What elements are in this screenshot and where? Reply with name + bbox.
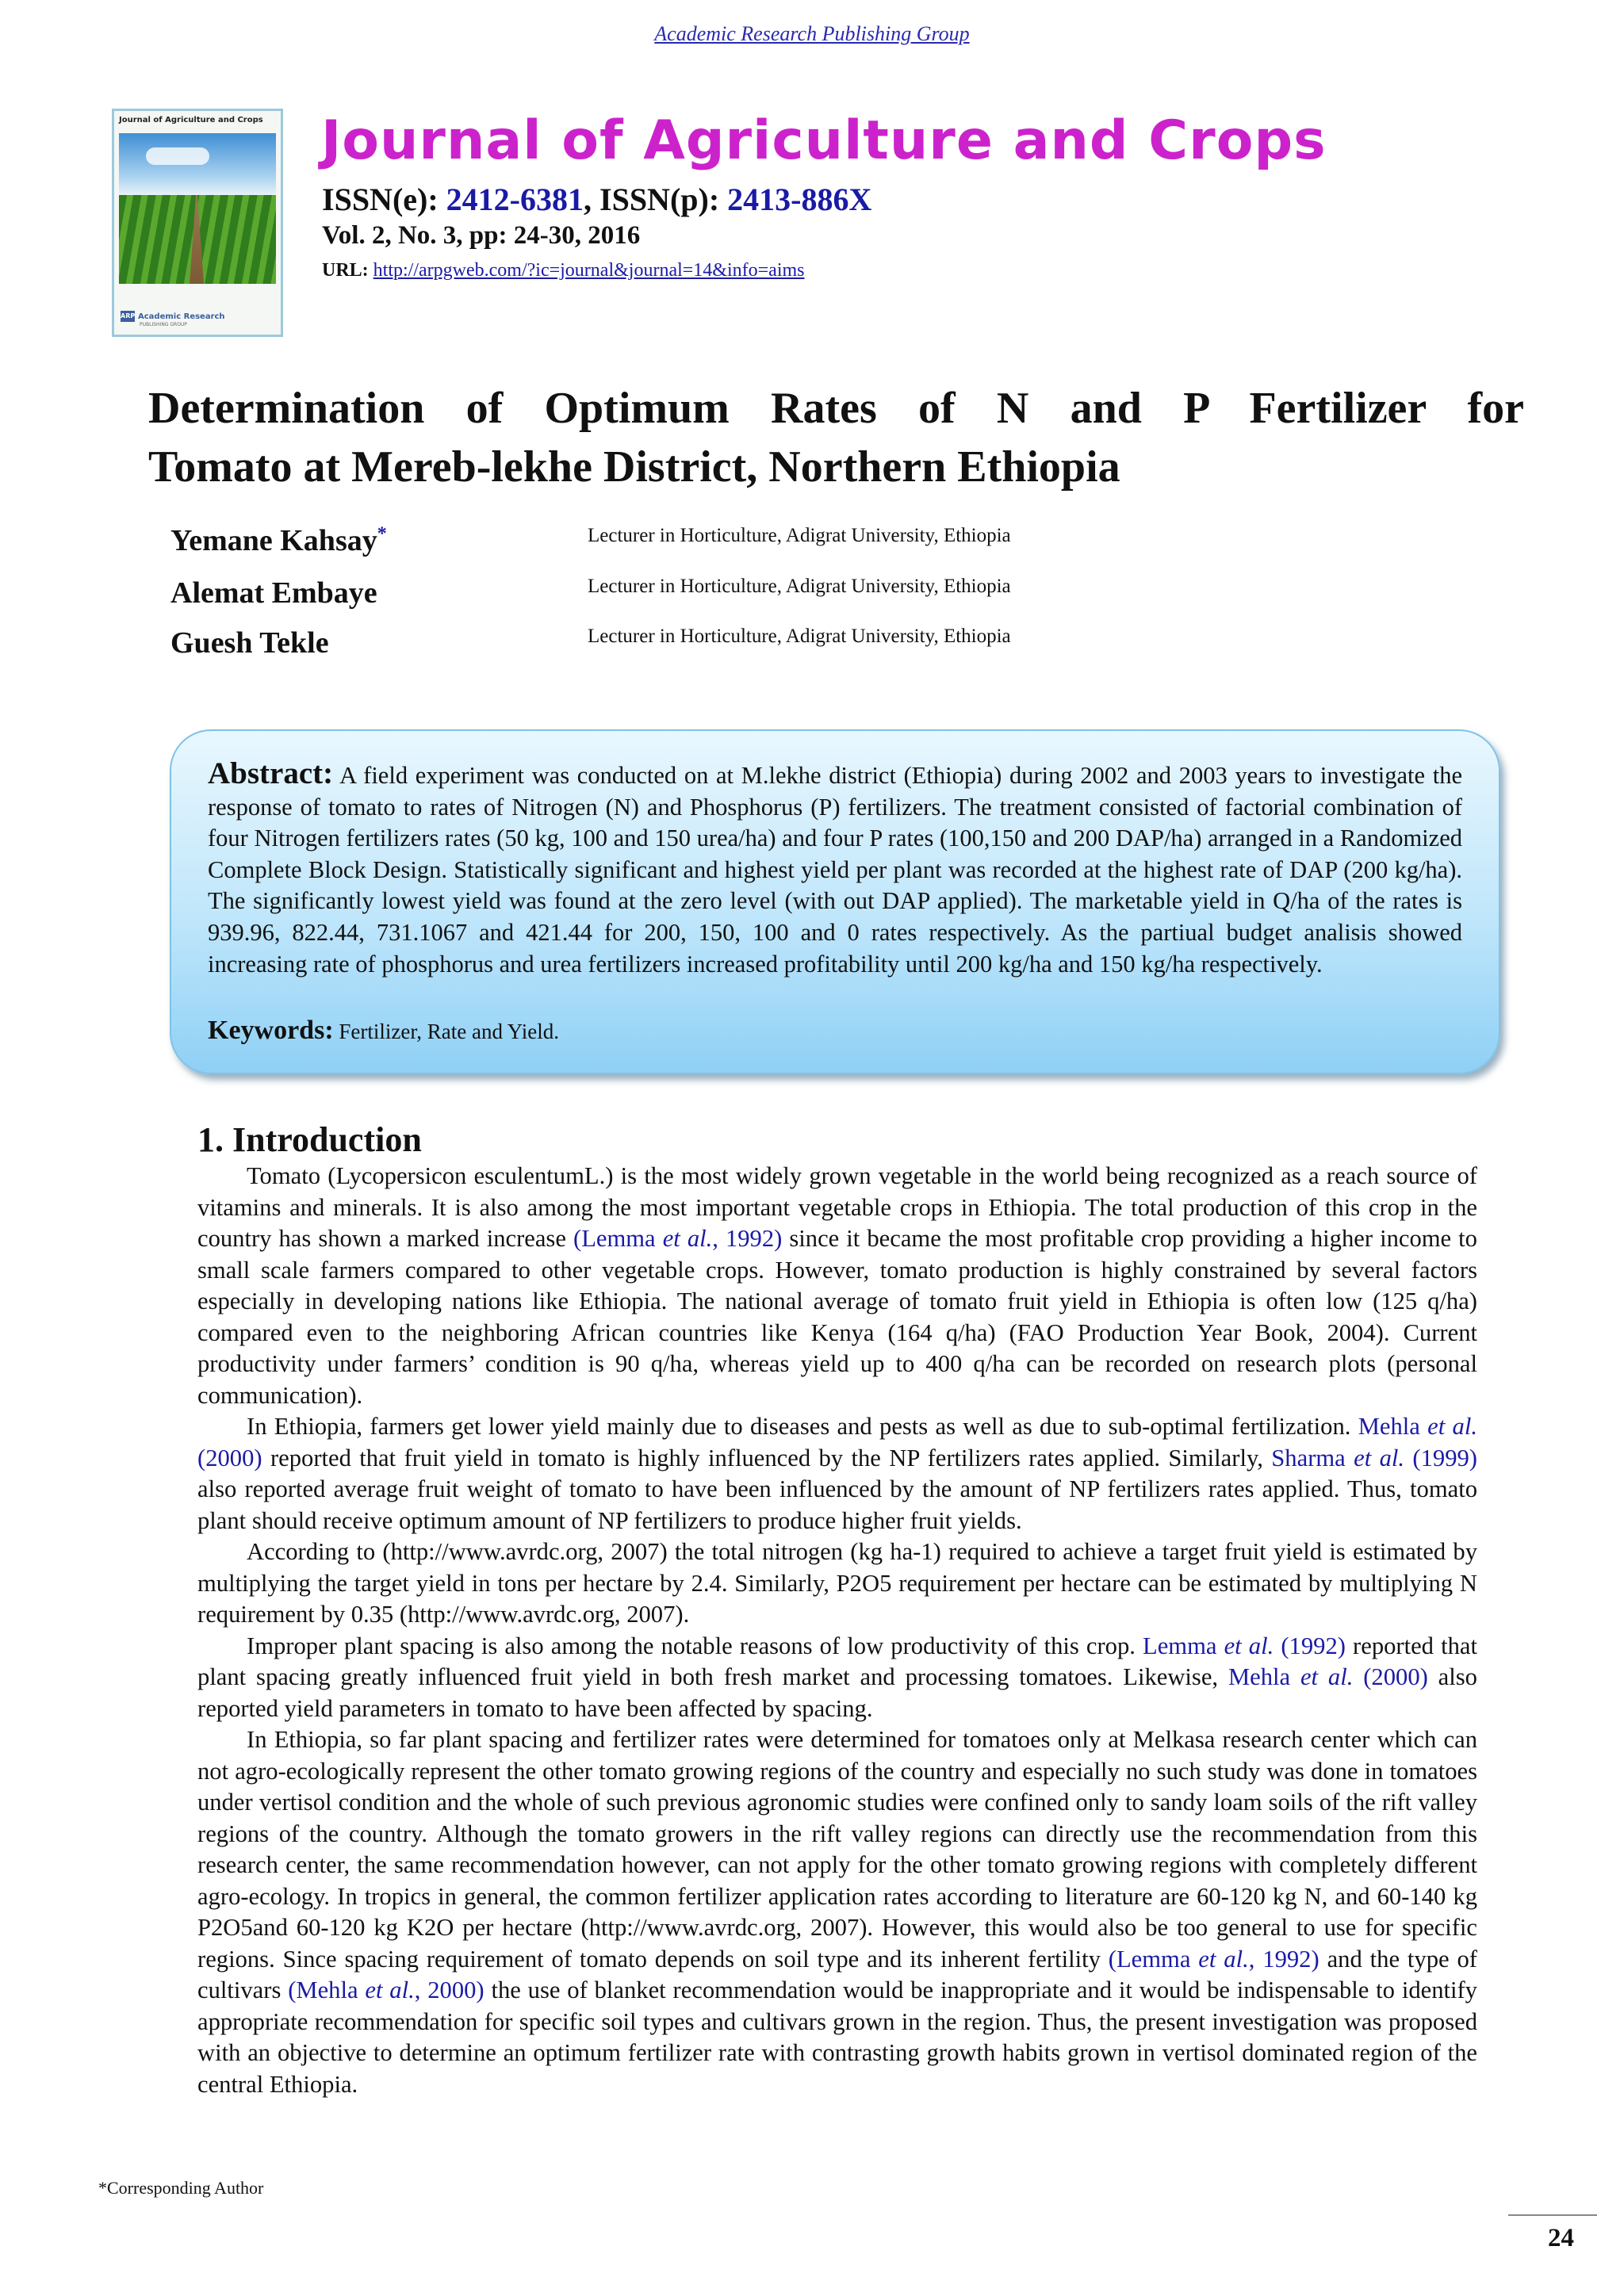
citation-link[interactable]: Mehla et al. (2000) [197,1413,1477,1471]
journal-cover-image [112,109,283,337]
abstract-text: Abstract: A field experiment was conducted on at M.lekhe district (Ethiopia) during 2002 and 2003 years to investigate the response of tomato to rates of Nitrogen (N) and Phosphorus (P) fertilizers. The treatment consisted of factorial combination of four Nitrogen fertilizers rates (50 kg, 100 and 150 urea/ha) and four P rates (100,150 and 200 DAP/ha) arranged in a Randomized Complete Block Design. Statistically significant and highest yield per plant was recorded at the highest rate of DAP (200 kg/ha). The significantly lowest yield was found at the zero level (with out DAP applied). The marketable yield in Q/ha of the rates is 939.96, 822.44, 731.1067 and 421.44 for 200, 150, 100 and 0 rates respectively. As the partiual budget analisis showed increasing rate of phosphorus and urea fertilizers increased profitability until 200 kg/ha and 150 kg/ha respectively. [208,756,1462,978]
paragraph: Improper plant spacing is also among the notable reasons of low productivity of this crop. Lemma et al. (1992) reported that plant spacing greatly influenced fruit yield in both fresh market and processing tomatoes. Likewise, Mehla et al. (2000) also reported yield parameters in tomato to have been affected by spacing. [197,1632,1477,1722]
issn-line: ISSN(e): 2412-6381, ISSN(p): 2413-886X [322,182,872,217]
citation-link[interactable]: (Lemma et al., 1992) [573,1225,783,1252]
paragraph: In Ethiopia, farmers get lower yield mainly due to diseases and pests as well as due to sub-optimal fertilization. Mehla et al. (2000) reported that fruit yield in tomato is highly influenced by the NP fertilizers rates applied. Similarly, Sharma et al. (1999) also reported average fruit weight of tomato to have been influenced by the amount of NP fertilizers rates applied. Thus, tomato plant should receive optimum amount of NP fertilizers to produce higher fruit yields. [197,1413,1477,1534]
corresponding-mark[interactable]: * [377,523,387,545]
author-affiliation: Lecturer in Horticulture, Adigrat University, Ethiopia [588,525,1011,546]
url-line: URL: http://arpgweb.com/?ic=journal&journal=14&info=aims [322,260,805,281]
keywords-label: Keywords: [208,1016,334,1045]
cover-title: Journal of Agriculture and Crops [119,116,263,124]
citation-link[interactable]: (Lemma et al., 1992) [1108,1945,1320,1973]
author-affiliation: Lecturer in Horticulture, Adigrat University, Ethiopia [588,576,1011,597]
paper-title [148,379,1524,496]
publisher-logo-icon: ARP [121,311,135,322]
issn-p[interactable]: 2413-886X [727,182,872,217]
citation-link[interactable]: Mehla et al. (2000) [1228,1663,1428,1690]
author-name: Alemat Embaye [170,576,377,610]
volume-info: Vol. 2, No. 3, pp: 24-30, 2016 [322,221,641,250]
paper-title-line-2: Tomato at Mereb-lekhe District, Northern Ethiopia [148,442,1120,492]
author-name: Guesh Tekle [170,626,329,660]
author-name: Yemane Kahsay* [170,523,387,557]
corresponding-author-footnote: *Corresponding Author [98,2178,264,2198]
paragraph: According to (http://www.avrdc.org, 2007) the total nitrogen (kg ha-1) required to achieve a target fruit yield is estimated by multiplying the target yield in tons per hectare by 2.4. Similarly, P2O5 requirement per hectare can be estimated by multiplying N requirement by 0.35 (http://www.avrdc.org, 2007). [197,1538,1477,1628]
paragraph: In Ethiopia, so far plant spacing and fertilizer rates were determined for tomatoes only at Melkasa research center which can not agro-ecologically represent the other tomato growing regions of the country and especially no such study was done in tomatoes under vertisol condition and the whole of such previous agronomic studies were confined only to sandy loam soils of the rift valley regions of the country. Although the tomato growers in the rift valley regions can directly use the recommendation from this research center, the same recommendation however, can not apply for the other tomato growing regions with completely different agro-ecology. In tropics in general, the common fertilizer application rates according to literature are 60-120 kg N, and 60-140 kg P2O5and 60-120 kg K2O per hectare (http://www.avrdc.org, 2007). However, this would also be too general to use for specific regions. Since spacing requirement of tomato depends on soil type and its inherent fertility (Lemma et al., 1992) and the type of cultivars (Mehla et al., 2000) the use of blanket recommendation would be inappropriate and it would be indispensable to identify appropriate recommendation for specific soil types and cultivars grown in the region. Thus, the present investigation was proposed with an objective to determine an optimum fertilizer rate with contrasting growth habits grown in vertisol dominated region of the central Ethiopia. [197,1726,1477,2098]
cover-cloud [146,147,209,165]
journal-title: Journal of Agriculture and Crops [321,109,1327,172]
issn-e[interactable]: 2412-6381 [446,182,584,217]
page-number: 24 [1548,2224,1574,2252]
paragraph: Tomato (Lycopersicon esculentumL.) is the most widely grown vegetable in the world being recognized as a reach source of vitamins and minerals. It is also among the most important vegetable crops in Ethiopia. The total production of this crop in the country has shown a marked increase (Lemma et al., 1992) since it became the most profitable crop providing a higher income to small scale farmers compared to other vegetable crops. However, tomato production is highly constrained by several factors especially in developing nations like Ethiopia. The national average of tomato fruit yield in Ethiopia is often low (125 q/ha) compared even to the neighboring African countries like Kenya (164 q/ha) (FAO Production Year Book, 2004). Current productivity under farmers’ condition is 90 q/ha, whereas yield up to 400 q/ha can be recorded on research plots (personal communication). [197,1162,1477,1409]
citation-link[interactable]: (Mehla et al., 2000) [288,1976,485,2003]
section-heading-introduction: 1. Introduction [197,1120,422,1159]
paper-title-line-1: Determination of Optimum Rates of N and P Fertilizer for [148,384,1524,433]
citation-link[interactable]: Lemma et al. (1992) [1143,1632,1346,1659]
publisher-link[interactable]: Academic Research Publishing Group [654,22,970,45]
introduction-body [197,1161,1477,2100]
keywords: Keywords: Fertilizer, Rate and Yield. [208,1016,559,1045]
cover-publisher-logo: ARP Academic Research PUBLISHING GROUP [121,312,225,327]
citation-link[interactable]: Sharma et al. (1999) [1271,1444,1477,1471]
author-affiliation: Lecturer in Horticulture, Adigrat University, Ethiopia [588,626,1011,647]
footer-divider [1508,2214,1597,2216]
abstract-label: Abstract: [208,756,334,790]
journal-url-link[interactable]: http://arpgweb.com/?ic=journal&journal=14&info=aims [373,260,805,281]
